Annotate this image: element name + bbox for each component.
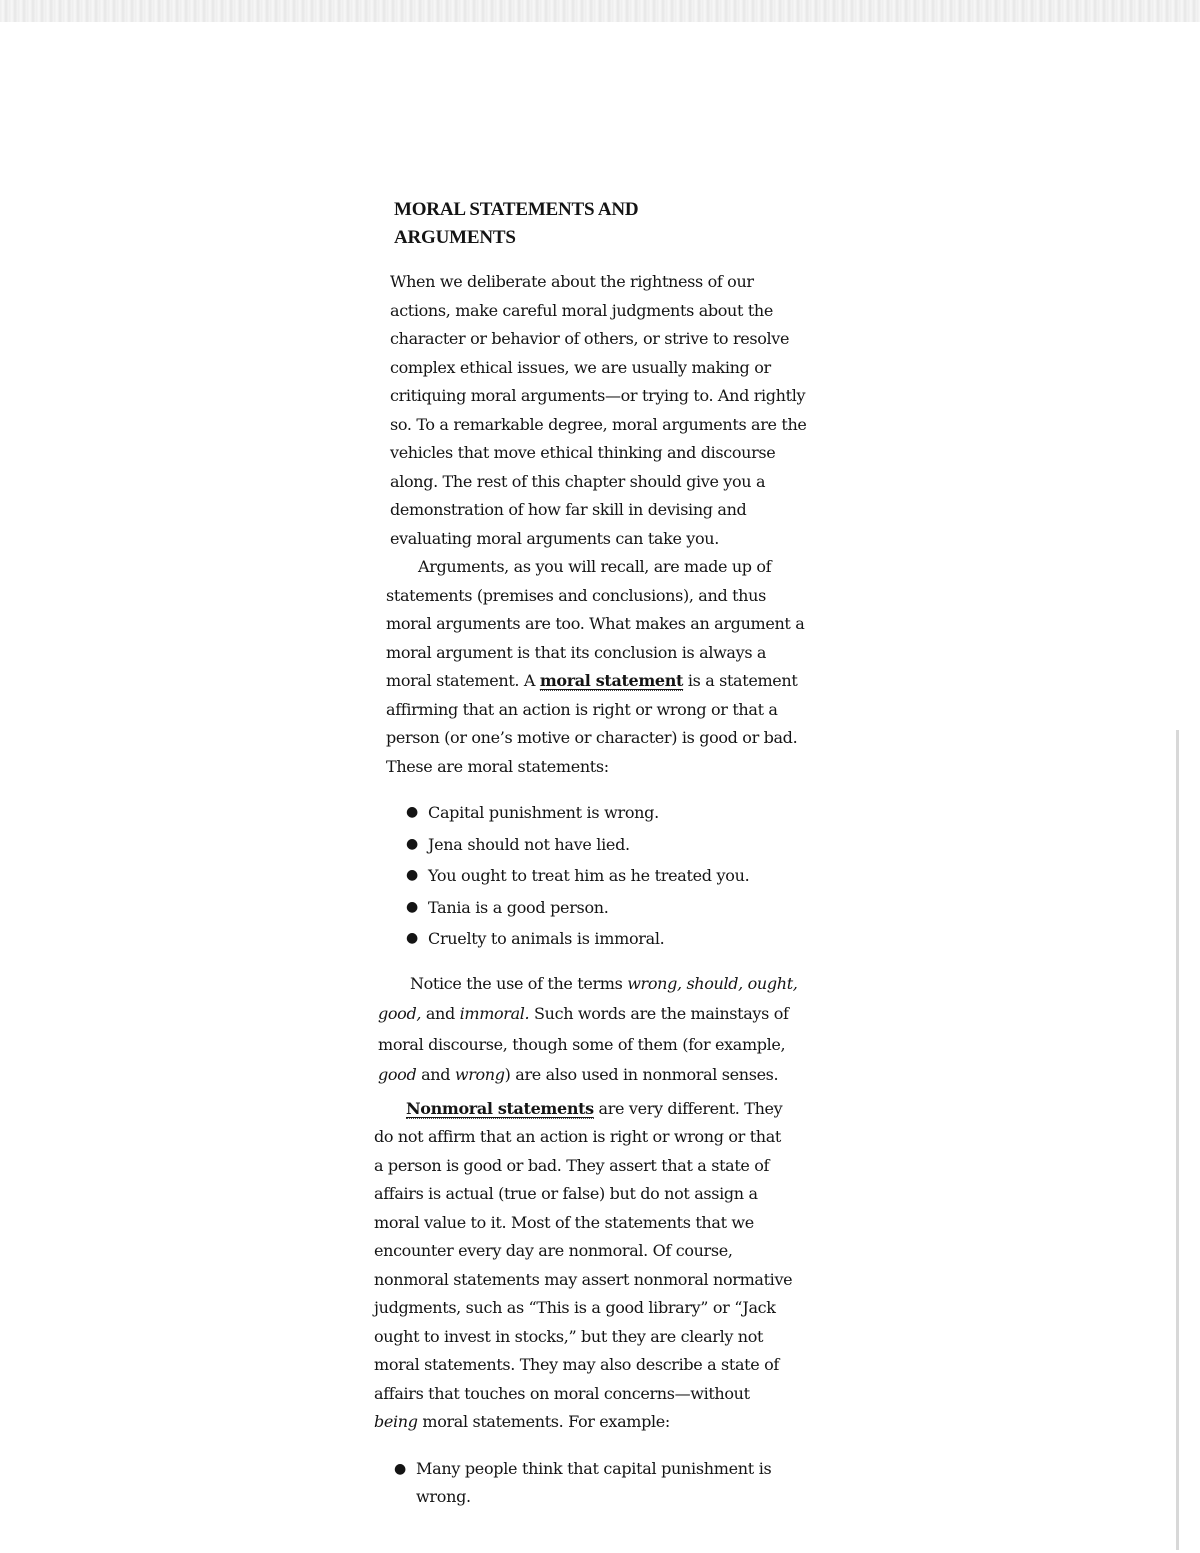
scan-edge-right (1176, 730, 1179, 1550)
nonmoral-examples-list (394, 1455, 794, 1512)
italic-immoral: immoral. (459, 1004, 530, 1023)
paragraph-arguments-text-2: is a statement affirming that an action is right or wrong or that a person (or one’s motive or character) is good or bad. These are moral statements: (386, 671, 798, 776)
list-item: ● Many people think that capital punishment is wrong. (394, 1455, 794, 1512)
paragraph-arguments (386, 553, 806, 781)
italic-good: good (378, 1065, 417, 1084)
bullet-icon: ● (406, 867, 418, 883)
bullet-icon: ● (394, 1460, 406, 1477)
document-page (370, 196, 820, 1512)
italic-wrong: wrong (454, 1065, 505, 1084)
italic-terms: wrong, should, ought, good, (378, 973, 798, 1023)
bullet-icon: ● (406, 835, 418, 852)
section-heading: MORAL STATEMENTS AND ARGUMENTS (394, 199, 639, 248)
italic-being: being (374, 1412, 418, 1431)
paragraph-arguments-text-1: Arguments, as you will recall, are made up of statements (premises and conclusions), and thus moral arguments are too. What makes an argument a moral argument is that its conclusion is always a moral statement. A (386, 557, 805, 690)
bullet-icon: ● (406, 804, 418, 820)
scan-edge-top (0, 0, 1200, 22)
bullet-icon: ● (406, 930, 418, 946)
list-item: ● You ought to treat him as he treated you. (406, 860, 820, 892)
key-term-moral-statement: moral statement (539, 671, 684, 690)
list-item: ● Tania is a good person. (406, 892, 820, 924)
list-item: ● Capital punishment is wrong. (406, 797, 820, 829)
bullet-icon: ● (406, 898, 418, 915)
paragraph-nonmoral: Nonmoral statements are very different. They do not affirm that an action is right or wrong or that a person is good or bad. They assert that a state of affairs is actual (true or false) but do not assign a moral value to it. Most of the statements that we encounter every day are nonmoral. Of course, nonmoral statements may assert nonmoral normative judgments, such as “This is a good library” or “Jack ought to invest in stocks,” but they are clearly not moral statements. They may also describe a state of affairs that touches on moral concerns—without being moral statements. For example: (374, 1098, 793, 1431)
paragraph-intro: When we deliberate about the rightness of our actions, make careful moral judgments about the character or behavior of others, or strive to resolve complex ethical issues, we are usually making or critiquing moral arguments—or trying to. And rightly so. To a remarkable degree, moral arguments are the vehicles that move ethical thinking and discourse along. The rest of this chapter should give you a demonstration of how far skill in devising and evaluating moral arguments can take you. (390, 272, 807, 548)
key-term-nonmoral-statements: Nonmoral statements (406, 1098, 594, 1118)
paragraph-terms: Notice the use of the terms wrong, should, ought, good, and immoral. Such words are the mainstays of moral discourse, though some of them (for example, good and wrong) are also used in nonmoral senses. (378, 973, 798, 1084)
moral-statements-list (406, 797, 820, 955)
list-item: ● Cruelty to animals is immoral. (406, 923, 820, 955)
list-item: ● Jena should not have lied. (406, 829, 820, 861)
